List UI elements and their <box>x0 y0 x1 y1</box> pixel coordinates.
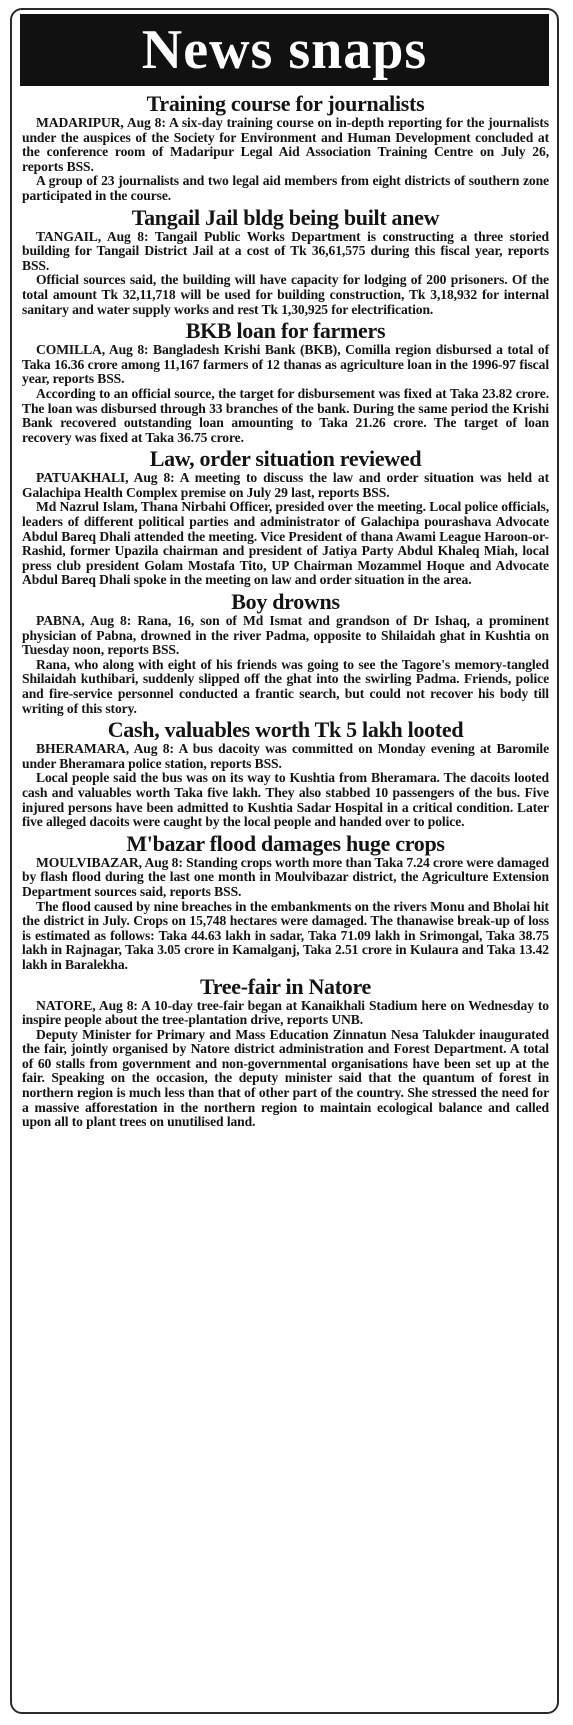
story-headline: Training course for journalists <box>146 91 425 116</box>
story-headline: Law, order situation reviewed <box>149 446 422 472</box>
story-paragraph: COMILLA, Aug 8: Bangladesh Krishi Bank (BKB), Comilla region disbursed a total of Taka 16.36 crore among 11,167 farmers of 12 thanas as agriculture loan in the 1996-97 fiscal year, reports BSS. <box>22 342 549 387</box>
story-paragraph: Md Nazrul Islam, Thana Nirbahi Officer, presided over the meeting. Local police officials, leaders of different political parties and administrator of Galachipa pourashava Advocate Abdul Bareq Dhali attended the meeting. Vice President of thana Awami League Haroon-or-Rashid, former Upazila chairman and president of Jatiya Party Abdul Khaleq Miah, local press club president Golam Mostafa Tito, UP Chairman Mozammel Hoque and Advocate Abdul Bareq Dhali spoke in the meeting on law and order situation in the area. <box>22 499 549 588</box>
story-paragraph: According to an official source, the target for disbursement was fixed at Taka 23.82 crore. The loan was disbursed through 33 branches of the bank. During the same period the Krishi Bank recovered outstanding loan amounting to Taka 21.26 crore. The target of loan recovery was fixed at Taka 36.75 crore. <box>22 385 549 445</box>
story-paragraph: PABNA, Aug 8: Rana, 16, son of Md Ismat and grandson of Dr Ishaq, a prominent physician of Pabna, drowned in the river Padma, opposite to Shilaidah ghat in Kushtia on Tuesday noon, reports BSS. <box>22 613 549 658</box>
story-headline: Cash, valuables worth Tk 5 lakh looted <box>107 717 464 743</box>
story-paragraph: Local people said the bus was on its way to Kushtia from Bheramara. The dacoits looted cash and valuables worth Taka five lakh. They also stabbed 10 passengers of the bus. Five injured persons have been admitted to Kushtia Sadar Hospital in a critical condition. Later five alleged dacoits were caught by the local people and handed over to police. <box>22 770 549 830</box>
story-paragraph: MADARIPUR, Aug 8: A six-day training course on in-depth reporting for the journalists under the auspices of the Society for Environment and Human Development concluded at the conference room of Madaripur Legal Aid Association Training Centre on July 26, reports BSS. <box>22 115 549 174</box>
story-headline: Tangail Jail bldg being built anew <box>131 204 440 230</box>
story-paragraph: BHERAMARA, Aug 8: A bus dacoity was committed on Monday evening at Baromile under Bheramara police station, reports BSS. <box>22 741 549 771</box>
story-tree-fair <box>22 975 549 1130</box>
story-paragraph: MOULVIBAZAR, Aug 8: Standing crops worth more than Taka 7.24 crore were damaged by flash flood during the last one month in Moulvibazar district, the Agriculture Extension Department sources said, reports BSS. <box>22 854 549 899</box>
story-paragraph: The flood caused by nine breaches in the embankments on the rivers Monu and Bholai hit the district in July. Crops on 15,748 hectares were damaged. The thanawise break-up of loss is estimated as follows: Taka 44.63 lakh in sadar, Taka 71.09 lakh in Srimongal, Taka 38.75 lakh in Rajnagar, Taka 3.05 crore in Kamalganj, Taka 2.51 crore in Kulaura and Taka 13.42 lakh in Baralekha. <box>22 898 549 972</box>
story-cash-looted <box>22 718 549 830</box>
story-paragraph: TANGAIL, Aug 8: Tangail Public Works Department is constructing a three storied building for Tangail District Jail at a cost of Tk 36,61,575 during this fiscal year, reports BSS. <box>22 228 549 273</box>
story-law-order <box>22 447 549 588</box>
story-paragraph: PATUAKHALI, Aug 8: A meeting to discuss the law and order situation was held at Galachipa Health Complex premise on July 29 last, reports BSS. <box>22 470 549 500</box>
story-tangail-jail <box>22 206 549 318</box>
story-mbazar-flood <box>22 832 549 973</box>
masthead-title: News snaps <box>20 14 549 86</box>
story-boy-drowns <box>22 590 549 716</box>
story-paragraph: Rana, who along with eight of his friends was going to see the Tagore's memory-tangled Shilaidah kuthibari, suddenly slipped off the ghat into the swirling Padma. Friends, police and fire-service personnel conducted a frantic search, but could not recover his body till writing of this story. <box>22 656 549 716</box>
news-column <box>12 92 557 1130</box>
story-training-course <box>22 92 549 204</box>
story-paragraph: A group of 23 journalists and two legal aid members from eight districts of southern zone participated in the course. <box>22 173 549 203</box>
story-paragraph: NATORE, Aug 8: A 10-day tree-fair began at Kanaikhali Stadium here on Wednesday to inspire people about the tree-plantation drive, reports UNB. <box>22 997 549 1028</box>
story-bkb-loan <box>22 319 549 445</box>
story-paragraph: Deputy Minister for Primary and Mass Education Zinnatun Nesa Talukder inaugurated the fair, jointly organised by Natore district administration and Forest Department. A total of 60 stalls from government and non-governmental organisations have been set up at the fair. Speaking on the occasion, the deputy minister said that the quantum of forest in northern region is much less than that of other part of the country. She stressed the need for a massive afforestation in the northern region to maintain ecological balance and called upon all to plant trees on unutilised land. <box>22 1026 549 1130</box>
story-headline: Boy drowns <box>231 589 340 615</box>
story-headline: M'bazar flood damages huge crops <box>126 830 445 856</box>
story-headline: BKB loan for farmers <box>185 318 386 344</box>
news-snaps-clipping <box>10 8 559 1714</box>
story-paragraph: Official sources said, the building will have capacity for lodging of 200 prisoners. Of the total amount Tk 32,11,718 will be used for building construction, Tk 3,18,932 for internal sanitary and water supply works and rest Tk 1,30,925 for electrification. <box>22 272 549 317</box>
story-headline: Tree-fair in Natore <box>199 973 372 999</box>
